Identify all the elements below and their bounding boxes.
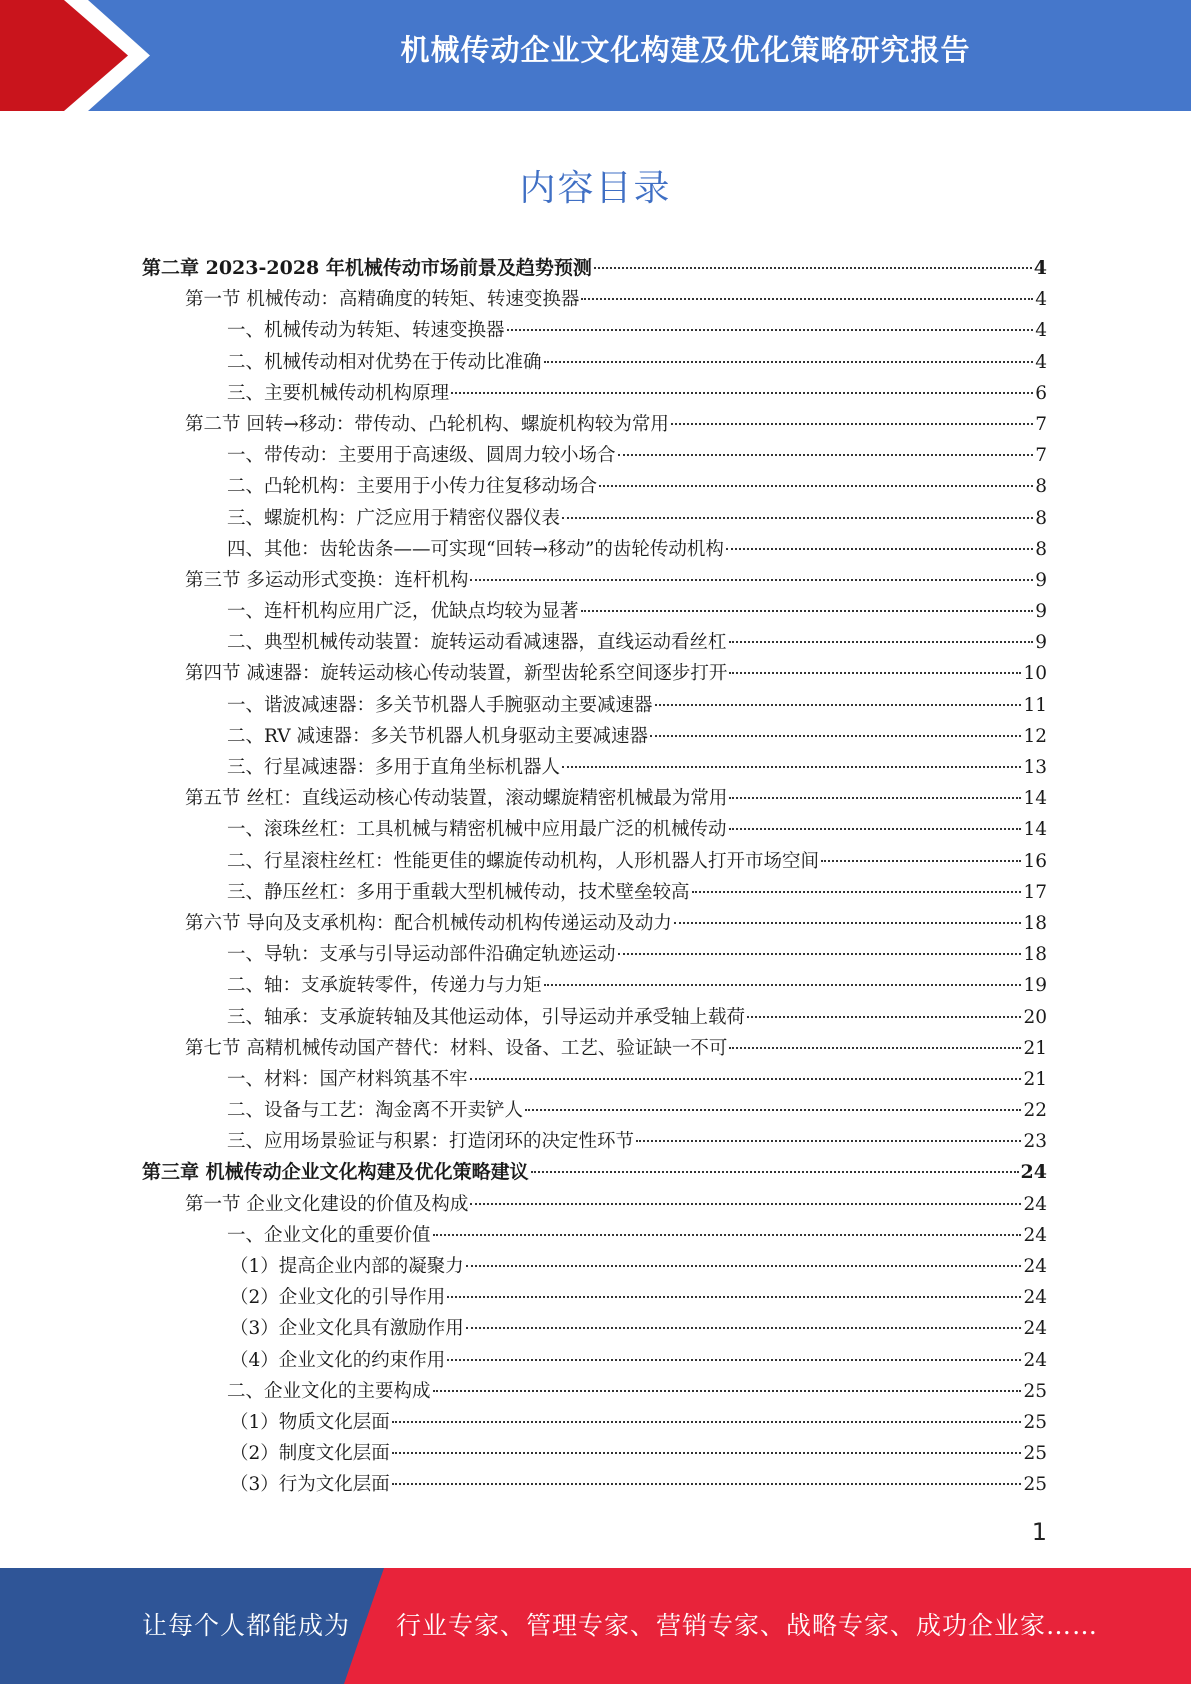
toc-entry-page: 24 [1023,1193,1047,1215]
toc-entry[interactable] [142,1376,1047,1407]
toc-entry-title: 一、材料：国产材料筑基不牢 [227,1068,468,1090]
toc-heading: 内容目录 [519,168,672,209]
toc-entry[interactable] [142,471,1047,502]
toc-entry-page: 25 [1023,1443,1047,1465]
toc-entry-page: 24 [1023,1256,1047,1277]
toc-entry[interactable] [142,409,1047,440]
toc-entry-title: 一、带传动：主要用于高速级、圆周力较小场合 [227,445,616,467]
toc-entry-page: 19 [1023,975,1047,997]
toc-dot-leader [671,423,1033,425]
toc-entry-title: 二、企业文化的主要构成 [227,1380,431,1402]
toc-entry-page: 21 [1023,1068,1047,1090]
toc-dot-leader [618,953,1022,955]
toc-entry-title: 第六节 导向及支承机构：配合机械传动机构传递运动及动力 [185,912,672,934]
toc-entry[interactable] [142,503,1047,534]
header-chevron-icon [0,0,160,111]
toc-entry[interactable] [142,1251,1047,1282]
toc-dot-leader [821,860,1021,862]
header-band [0,0,1191,111]
toc-dot-leader [451,392,1033,394]
footer-slogan-left: 让每个人都能成为 [142,1611,351,1640]
toc-entry[interactable] [142,877,1047,908]
toc-entry-title: 第三节 多运动形式变换：连杆机构 [185,569,469,591]
toc-entry[interactable] [142,908,1047,939]
toc-entry-page: 13 [1023,757,1047,778]
toc-entry-title: 二、轴：支承旋转零件，传递力与力矩 [227,975,542,997]
toc-entry-page: 24 [1020,1161,1047,1184]
toc-entry-page: 22 [1023,1100,1047,1122]
toc-entry[interactable] [142,721,1047,752]
toc-entry-title: 一、谐波减速器：多关节机器人手腕驱动主要减速器 [227,694,653,716]
toc-entry[interactable] [142,1469,1047,1500]
toc-entry[interactable] [142,939,1047,970]
toc-dot-leader [392,1452,1022,1454]
toc-entry-title: 第四节 减速器：旋转运动核心传动装置，新型齿轮系空间逐步打开 [185,663,728,685]
toc-entry-title: 一、导轨：支承与引导运动部件沿确定轨迹运动 [227,944,616,966]
toc-entry-page: 25 [1023,1411,1047,1433]
toc-dot-leader [470,1203,1021,1205]
toc-entry-page: 6 [1035,382,1047,404]
toc-entry-title: 三、静压丝杠：多用于重载大型机械传动，技术壁垒较高 [227,881,690,903]
toc-entry-page: 16 [1023,850,1047,872]
toc-dot-leader [466,1327,1022,1329]
toc-entry-title: 第七节 高精机械传动国产替代：材料、设备、工艺、验证缺一不可 [185,1037,728,1059]
toc-dot-leader [470,579,1033,581]
toc-entry-title: （3）行为文化层面 [230,1474,390,1496]
toc-entry[interactable] [142,970,1047,1001]
toc-entry-page: 24 [1023,1287,1047,1309]
toc-entry-title: 第一节 机械传动：高精确度的转矩、转速变换器 [185,289,580,311]
toc-entry[interactable] [142,1095,1047,1126]
toc-entry[interactable] [142,1126,1047,1157]
toc-dot-leader [433,1390,1022,1392]
toc-entry-page: 8 [1035,476,1047,498]
toc-entry-title: 二、凸轮机构：主要用于小传力往复移动场合 [227,476,598,498]
toc-entry-title: 第三章 机械传动企业文化构建及优化策略建议 [142,1161,529,1184]
toc-entry[interactable] [142,284,1047,315]
toc-entry-page: 25 [1023,1474,1047,1496]
toc-entry[interactable] [142,1002,1047,1033]
toc-dot-leader [581,610,1034,612]
toc-entry[interactable] [142,347,1047,378]
toc-entry-page: 11 [1023,694,1047,716]
toc-entry-page: 17 [1023,881,1047,903]
toc-entry-title: 第五节 丝杠：直线运动核心传动装置，滚动螺旋精密机械最为常用 [185,788,728,810]
toc-entry[interactable] [142,440,1047,471]
toc-entry-title: 一、滚珠丝杠：工具机械与精密机械中应用最广泛的机械传动 [227,819,727,841]
toc-dot-leader [729,797,1021,799]
toc-entry-title: 三、螺旋机构：广泛应用于精密仪器仪表 [227,507,561,529]
footer-band [0,1568,1191,1684]
toc-entry-page: 18 [1023,912,1047,934]
toc-entry-page: 8 [1035,538,1047,560]
footer-slogan-right: 行业专家、管理专家、营销专家、战略专家、成功企业家…… [396,1611,1099,1640]
page-number: 1 [1031,1518,1047,1546]
toc-entry-page: 14 [1023,788,1047,810]
toc-dot-leader [544,984,1022,986]
table-of-contents [142,253,1047,1501]
toc-dot-leader [729,1047,1021,1049]
toc-entry-title: 一、连杆机构应用广泛，优缺点均较为显著 [227,601,579,623]
toc-entry-title: 第二节 回转→移动：带传动、凸轮机构、螺旋机构较为常用 [185,413,669,435]
toc-entry-page: 4 [1035,351,1047,373]
toc-entry-title: 三、行星减速器：多用于直角坐标机器人 [227,757,561,778]
toc-dot-leader [562,766,1021,768]
toc-dot-leader [692,891,1022,893]
toc-entry-title: （2）制度文化层面 [230,1443,390,1465]
toc-entry[interactable] [142,596,1047,627]
toc-entry[interactable] [142,1407,1047,1438]
toc-entry[interactable] [142,658,1047,689]
toc-dot-leader [525,1109,1021,1111]
toc-chapter-entry[interactable] [142,253,1047,284]
toc-entry-page: 23 [1023,1131,1047,1153]
toc-entry[interactable] [142,1313,1047,1344]
toc-entry[interactable] [142,1033,1047,1064]
toc-entry-title: （1）物质文化层面 [230,1411,390,1433]
toc-entry[interactable] [142,534,1047,565]
toc-dot-leader [447,1296,1021,1298]
toc-entry[interactable] [142,1220,1047,1251]
toc-chapter-entry[interactable] [142,1157,1047,1188]
toc-dot-leader [650,735,1021,737]
toc-entry-title: 二、典型机械传动装置：旋转运动看减速器，直线运动看丝杠 [227,632,727,654]
toc-entry-page: 21 [1023,1037,1047,1059]
toc-dot-leader [507,329,1034,331]
toc-dot-leader [531,1171,1019,1173]
toc-dot-leader [392,1483,1022,1485]
toc-entry-page: 24 [1023,1224,1047,1246]
toc-entry-title: 第二章 2023-2028 年机械传动市场前景及趋势预测 [142,257,592,279]
toc-entry-page: 18 [1023,944,1047,966]
toc-entry[interactable] [142,752,1047,783]
toc-entry[interactable] [142,1189,1047,1220]
toc-entry[interactable] [142,627,1047,658]
toc-entry-title: （4）企业文化的约束作用 [230,1349,446,1371]
toc-entry-page: 7 [1035,445,1047,467]
toc-dot-leader [726,548,1033,550]
toc-dot-leader [729,672,1021,674]
toc-dot-leader [447,1359,1021,1361]
toc-entry-title: （3）企业文化具有激励作用 [230,1318,464,1340]
toc-dot-leader [636,1140,1021,1142]
toc-entry-title: 二、机械传动相对优势在于传动比准确 [227,351,542,373]
toc-entry-title: （2）企业文化的引导作用 [230,1287,446,1309]
toc-entry-title: 三、主要机械传动机构原理 [227,382,450,404]
toc-dot-leader [729,641,1034,643]
toc-dot-leader [392,1421,1022,1423]
toc-entry-page: 25 [1023,1380,1047,1402]
toc-entry[interactable] [142,1345,1047,1376]
toc-entry-page: 9 [1035,569,1047,591]
toc-dot-leader [544,361,1034,363]
toc-entry-title: （1）提高企业内部的凝聚力 [230,1256,464,1277]
toc-dot-leader [594,267,1032,269]
toc-entry-title: 四、其他：齿轮齿条——可实现“回转→移动”的齿轮传动机构 [227,538,724,560]
toc-entry-title: 二、行星滚柱丝杠：性能更佳的螺旋传动机构，人形机器人打开市场空间 [227,850,820,872]
toc-entry[interactable] [142,690,1047,721]
toc-entry-page: 12 [1023,725,1047,747]
toc-entry-title: 三、轴承：支承旋转轴及其他运动体，引导运动并承受轴上载荷 [227,1006,746,1028]
toc-dot-leader [433,1234,1022,1236]
toc-entry-page: 9 [1035,601,1047,623]
toc-dot-leader [729,828,1022,830]
toc-entry-page: 8 [1035,507,1047,529]
toc-entry[interactable] [142,783,1047,814]
toc-entry[interactable] [142,378,1047,409]
toc-dot-leader [562,517,1033,519]
toc-entry-page: 4 [1033,257,1047,279]
toc-entry[interactable] [142,565,1047,596]
toc-entry-page: 14 [1023,819,1047,841]
toc-dot-leader [470,1078,1022,1080]
toc-entry-page: 10 [1023,663,1047,685]
toc-dot-leader [618,454,1034,456]
toc-entry-title: 二、RV 减速器：多关节机器人机身驱动主要减速器 [227,725,649,747]
toc-entry[interactable] [142,1282,1047,1313]
toc-entry[interactable] [142,315,1047,346]
document-title: 机械传动企业文化构建及优化策略研究报告 [400,33,971,67]
toc-entry[interactable] [142,814,1047,845]
toc-entry[interactable] [142,1064,1047,1095]
toc-entry-page: 9 [1035,632,1047,654]
toc-entry[interactable] [142,846,1047,877]
toc-dot-leader [655,704,1022,706]
toc-entry-page: 24 [1023,1318,1047,1340]
toc-entry-title: 一、企业文化的重要价值 [227,1224,431,1246]
toc-dot-leader [599,485,1033,487]
toc-entry-page: 7 [1035,413,1047,435]
toc-entry-page: 4 [1035,289,1047,311]
toc-entry-title: 第一节 企业文化建设的价值及构成 [185,1193,469,1215]
toc-entry-title: 一、机械传动为转矩、转速变换器 [227,320,505,342]
toc-entry-title: 三、应用场景验证与积累：打造闭环的决定性环节 [227,1131,635,1153]
toc-entry-page: 20 [1023,1006,1047,1028]
toc-entry-page: 24 [1023,1349,1047,1371]
toc-entry-page: 4 [1035,320,1047,342]
toc-dot-leader [466,1265,1022,1267]
toc-entry[interactable] [142,1438,1047,1469]
toc-dot-leader [674,922,1022,924]
toc-entry-title: 二、设备与工艺：淘金离不开卖铲人 [227,1100,524,1122]
toc-dot-leader [747,1016,1021,1018]
toc-dot-leader [581,298,1033,300]
